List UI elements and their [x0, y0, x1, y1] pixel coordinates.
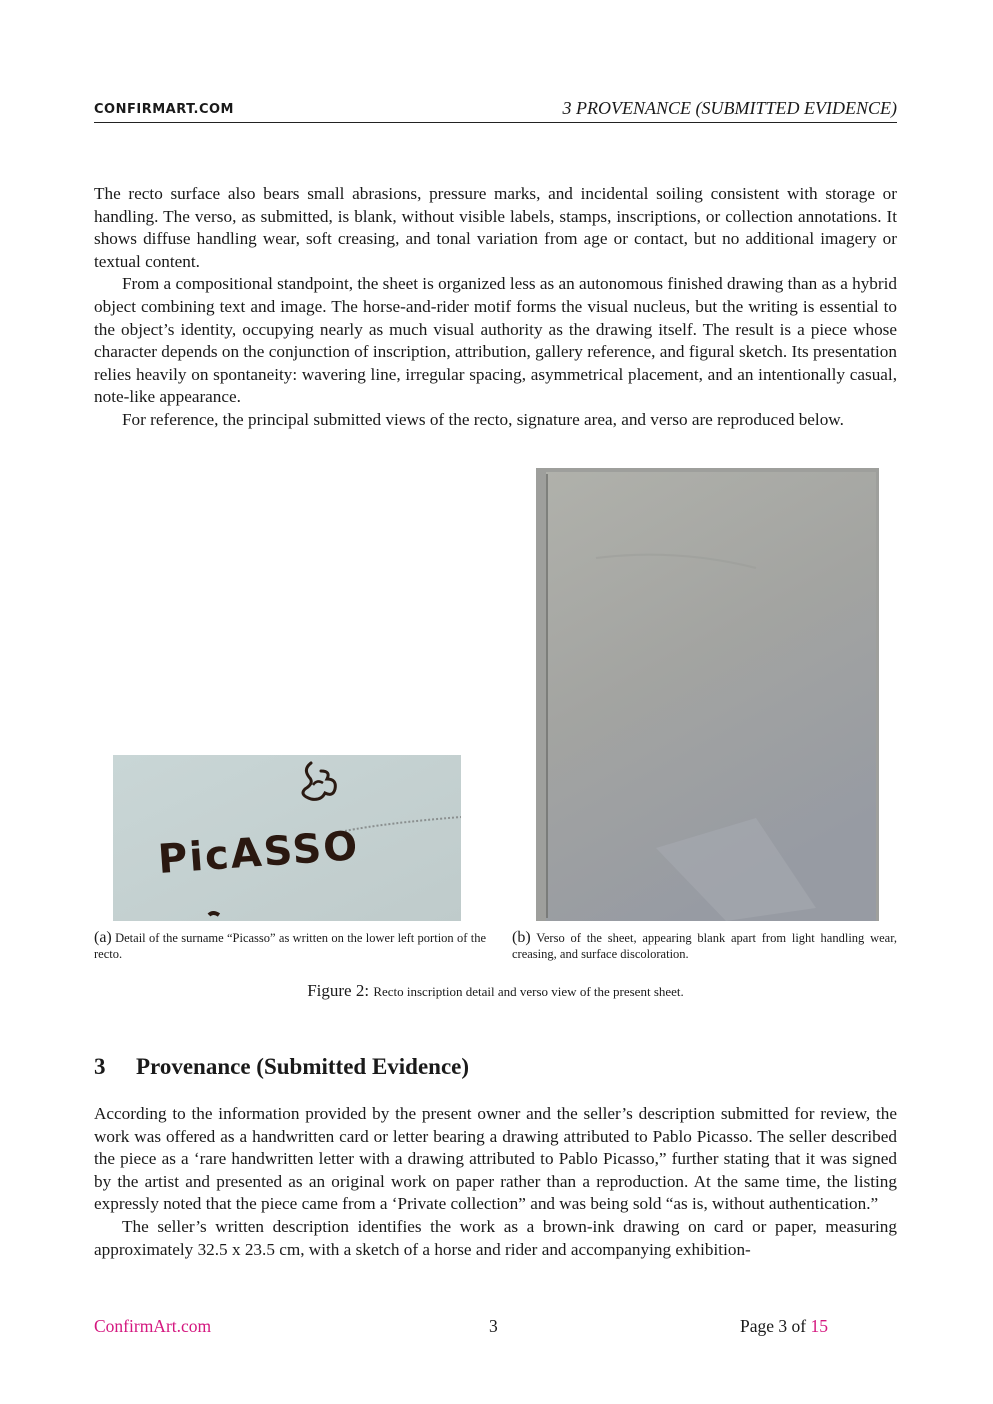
paragraph: According to the information provided by the present owner and the seller’s description submitted for review, the work was offered as a handwritten card or letter bearing a drawing attributed to Pablo Picasso. The seller described the piece as a ‘rare handwritten letter with a drawing attributed to Pablo Picasso,” further stating that it was signed by the artist and presented as an original work on paper rather than a reproduction. At the same time, the listing expressly noted that the piece came from a ‘Private collection” and was being sold “as is, without authentication.”	[94, 1104, 897, 1214]
running-title: 3 PROVENANCE (SUBMITTED EVIDENCE)	[562, 98, 897, 118]
page-total-link[interactable]: 15	[810, 1316, 828, 1336]
verso-photo	[536, 468, 879, 921]
subcaption-text: Detail of the surname “Picasso” as written on the lower left portion of the recto.	[94, 931, 486, 961]
figure-label: Figure 2:	[307, 981, 370, 1000]
footer-page-of	[740, 1316, 828, 1337]
subcaption-tag: (a)	[94, 929, 112, 946]
figure-caption	[94, 981, 897, 1001]
signature-detail-photo	[113, 755, 461, 921]
section-number: 3	[94, 1054, 106, 1079]
page-header	[94, 98, 897, 123]
subcaption-b	[512, 930, 897, 962]
page-footer	[94, 1316, 897, 1340]
footer-page-number: 3	[489, 1316, 498, 1336]
paragraph: The recto surface also bears small abrasions, pressure marks, and incidental soiling consistent with storage or handling. The verso, as submitted, is blank, without visible labels, stamps, inscriptions, or collection annotations. It shows diffuse handling wear, soft creasing, and tonal variation from age or contact, but no additional imagery or textual content.	[94, 184, 897, 271]
intro-text	[94, 183, 897, 432]
subcaption-tag: (b)	[512, 929, 531, 946]
section-title: Provenance (Submitted Evidence)	[136, 1054, 470, 1079]
section-text	[94, 1103, 897, 1261]
subcaption-a	[94, 930, 486, 962]
page-of-prefix: Page 3 of	[740, 1316, 807, 1336]
paragraph: From a compositional standpoint, the sheet is organized less as an autonomous finished drawing than as a hybrid object combining text and image. The horse-and-rider motif forms the visual nucleus, but the writing is essential to the object’s identity, occupying nearly as much visual authority as the drawing itself. The result is a piece whose character depends on the conjunction of inscription, attribution, gallery reference, and figural sketch. Its presentation relies heavily on spontaneity: wavering line, irregular spacing, asymmetrical placement, and an intentionally casual, note-like appearance.	[94, 274, 897, 407]
subcaption-text: Verso of the sheet, appearing blank apart from light handling wear, creasing, and surface discoloration.	[512, 931, 897, 961]
section-heading	[94, 1054, 469, 1080]
footer-site-link[interactable]: ConfirmArt.com	[94, 1316, 212, 1336]
svg-text:PicASSO: PicASSO	[156, 823, 361, 883]
paragraph: The seller’s written description identifies the work as a brown-ink drawing on card or paper, measuring approximately 32.5 x 23.5 cm, with a sketch of a horse and rider and accompanying exhibition-	[94, 1216, 897, 1259]
brand-logo: CONFIRMART.COM	[94, 102, 234, 117]
paragraph: For reference, the principal submitted views of the recto, signature area, and verso are reproduced below.	[122, 409, 844, 429]
figure-caption-text: Recto inscription detail and verso view of the present sheet.	[373, 984, 684, 999]
